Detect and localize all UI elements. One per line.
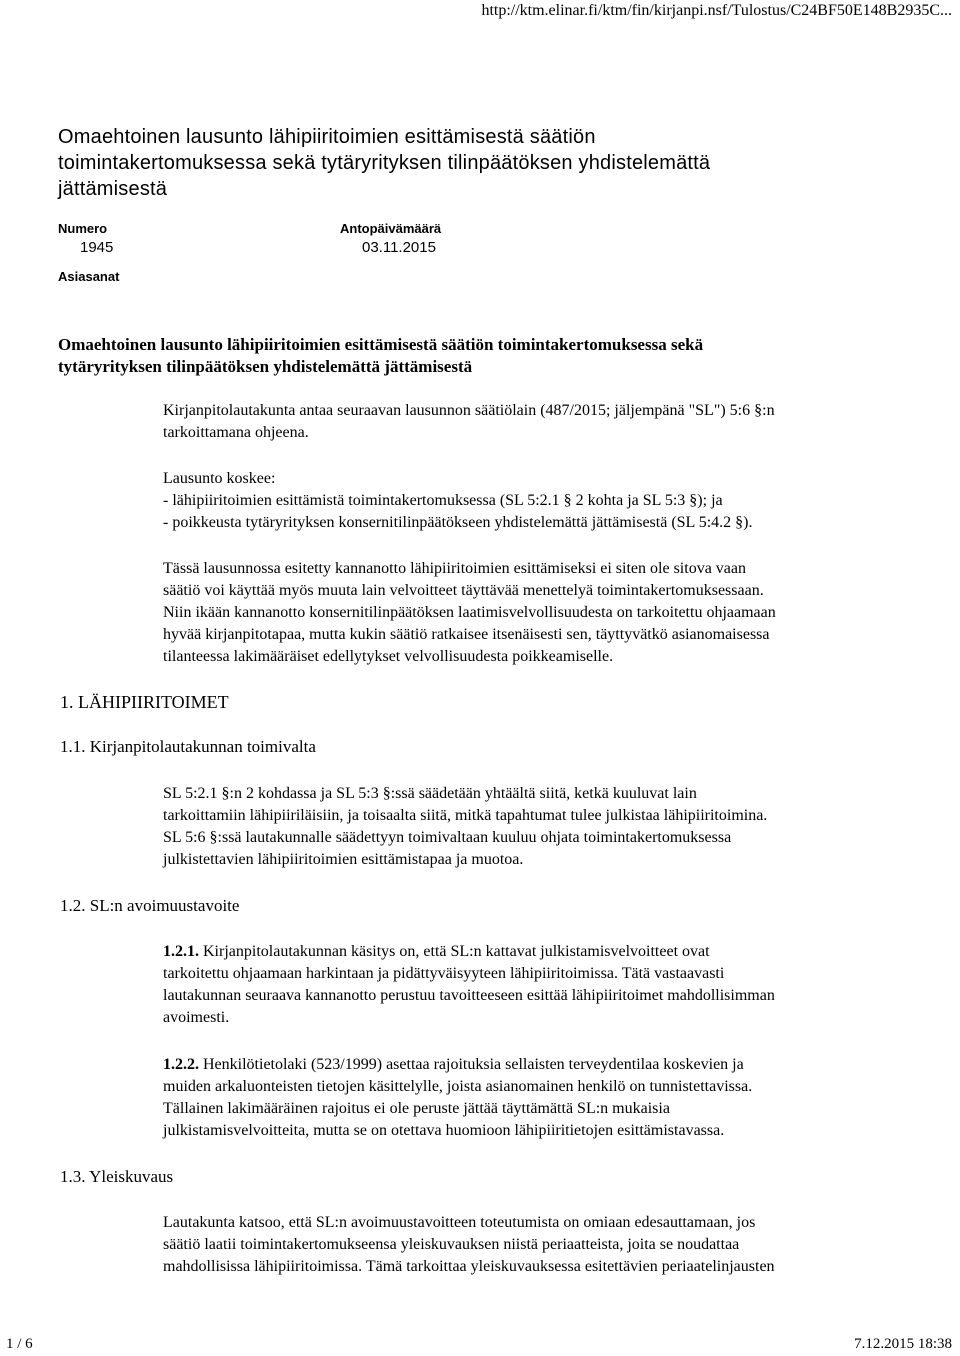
text-line: [163, 1054, 903, 1076]
text-line: Tällainen lakimääräinen rajoitus ei ole peruste jättää täyttämättä SL:n mukaisia: [163, 1100, 670, 1117]
section-1-2-2-paragraph: [163, 1054, 903, 1142]
text-line: [163, 941, 903, 963]
text-line: Tässä lausunnossa esitetty kannanotto lähipiiritoimien esittämiseksi ei siten ole sitova vaan: [163, 560, 746, 577]
asiasanat-label: Asiasanat: [58, 269, 120, 284]
text-line: Kirjanpitolautakunta antaa seuraavan lausunnon säätiölain (487/2015; jäljempänä "SL") 5:6 §:n: [163, 402, 775, 419]
paragraph-number: 1.2.2.: [163, 1056, 199, 1073]
text-line: Niin ikään kannanotto konsernitilinpäätöksen laatimisvelvollisuudesta on tarkoitettu ohjaamaan: [163, 604, 776, 621]
title-line: Omaehtoinen lausunto lähipiiritoimien esittämisestä säätiön: [58, 126, 596, 148]
section-1-1-heading: 1.1. Kirjanpitolautakunnan toimivalta: [60, 737, 316, 756]
text-line: tarkoittamana ohjeena.: [163, 424, 309, 441]
date-label: Antopäivämäärä: [340, 221, 442, 236]
document-title: [58, 124, 918, 202]
document-heading: [58, 334, 918, 378]
text-line: julkistettavien lähipiiritoimien esittämistapaa ja muotoa.: [163, 851, 524, 868]
text-line: Lausunto koskee:: [163, 470, 276, 487]
intro-paragraph: [163, 400, 903, 444]
text-line: muiden arkaluonteisten tietojen käsittelylle, joista asianomainen henkilö on tunnistettavissa.: [163, 1078, 753, 1095]
text-span: Kirjanpitolautakunnan käsitys on, että SL:n kattavat julkistamisvelvoitteet ovat: [199, 943, 710, 960]
text-line: - poikkeusta tytäryrityksen konsernitilinpäätökseen yhdistelemättä jättämisestä (SL 5:4.2 §).: [163, 514, 753, 531]
position-paragraph: [163, 558, 903, 668]
section-1-2-1-paragraph: [163, 941, 903, 1029]
text-line: säätiö laatii toimintakertomukseensa yleiskuvauksen niistä periaatteista, joita se noudattaa: [163, 1236, 740, 1253]
text-line: - lähipiiritoimien esittämistä toimintakertomuksessa (SL 5:2.1 § 2 kohta ja SL 5:3 §); ja: [163, 492, 723, 509]
section-1-3-heading: 1.3. Yleiskuvaus: [60, 1167, 174, 1186]
scope-paragraph: [163, 468, 903, 534]
text-span: Henkilötietolaki (523/1999) asettaa rajoituksia sellaisten terveydentilaa koskevien ja: [199, 1056, 744, 1073]
text-line: tarkoitettu ohjaamaan harkintaan ja pidättyväisyyteen lähipiiritoimissa. Tätä vastaavasti: [163, 965, 725, 982]
text-line: hyvää kirjanpitotapaa, mutta kukin säätiö ratkaisee itsenäisesti sen, täyttyvätkö asianomaisessa: [163, 626, 770, 643]
date-value: 03.11.2015: [362, 239, 436, 256]
numero-label: Numero: [58, 221, 108, 236]
text-line: tarkoittamiin lähipiiriläisiin, ja toisaalta siitä, mitkä tapahtumat tulee julkistaa lähipiiritoimina.: [163, 807, 768, 824]
text-line: säätiö voi käyttää myös muuta lain velvoitteet täyttävää menettelyä toimintakertomuksessaan.: [163, 582, 764, 599]
text-line: SL 5:2.1 §:n 2 kohdassa ja SL 5:3 §:ssä säädetään yhtäältä siitä, ketkä kuuluvat lain: [163, 785, 697, 802]
print-datetime: 7.12.2015 18:38: [854, 1336, 952, 1352]
page-url: http://ktm.elinar.fi/ktm/fin/kirjanpi.nsf/Tulostus/C24BF50E148B2935C...: [481, 2, 952, 19]
page-number: 1 / 6: [6, 1336, 33, 1352]
text-line: avoimesti.: [163, 1009, 230, 1026]
text-line: mahdollisissa lähipiiritoimissa. Tämä tarkoittaa yleiskuvauksessa esitettävien periaatelinjausten: [163, 1258, 775, 1275]
numero-value: 1945: [80, 239, 114, 256]
text-line: Lautakunta katsoo, että SL:n avoimuustavoitteen toteutumista on omiaan edesauttamaan, jos: [163, 1214, 756, 1231]
title-line: jättämisestä: [58, 178, 168, 200]
heading-line: Omaehtoinen lausunto lähipiiritoimien esittämisestä säätiön toimintakertomuksessa sekä: [58, 335, 704, 354]
section-1-heading: 1. LÄHIPIIRITOIMET: [60, 692, 229, 712]
text-line: julkistamisvelvoitteita, mutta se on otettava huomioon lähipiiritietojen esittämistavassa.: [163, 1122, 725, 1139]
text-line: tilanteessa lakimääräiset edellytykset velvollisuudesta poikkeamiselle.: [163, 648, 614, 665]
section-1-1-paragraph: [163, 783, 903, 871]
heading-line: tytäryrityksen tilinpäätöksen yhdistelemättä jättämisestä: [58, 357, 473, 376]
text-line: SL 5:6 §:ssä lautakunnalle säädettyyn toimivaltaan kuuluu ohjata toimintakertomuksessa: [163, 829, 732, 846]
section-1-2-heading: 1.2. SL:n avoimuustavoite: [60, 896, 240, 915]
section-1-3-paragraph: [163, 1212, 903, 1278]
title-line: toimintakertomuksessa sekä tytäryrityksen tilinpäätöksen yhdistelemättä: [58, 152, 711, 174]
text-line: lautakunnan seuraava kannanotto perustuu tavoitteeseen esittää lähipiiritoimet mahdollisimman: [163, 987, 775, 1004]
paragraph-number: 1.2.1.: [163, 943, 199, 960]
